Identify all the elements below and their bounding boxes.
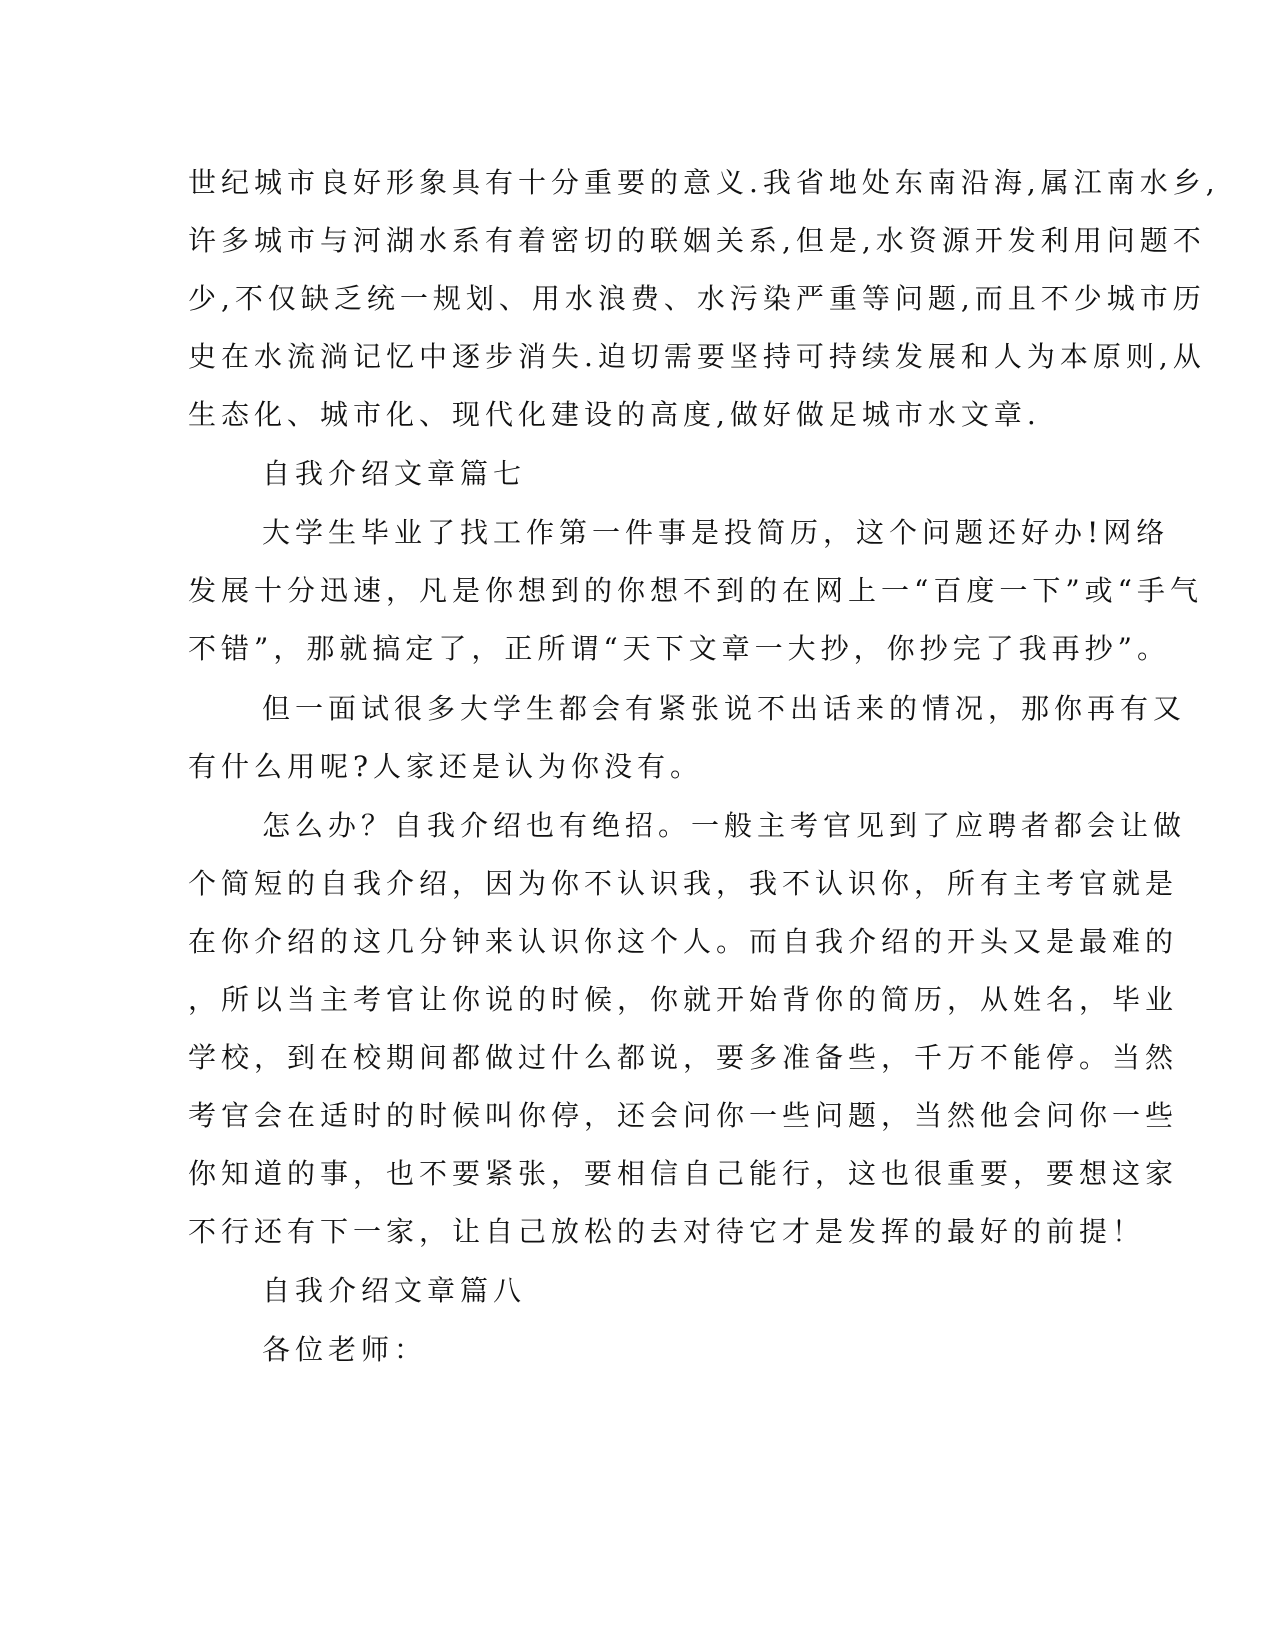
text-line: 但一面试很多大学生都会有紧张说不出话来的情况，那你再有又: [262, 692, 1187, 725]
text-line: 许多城市与河湖水系有着密切的联姻关系,但是,水资源开发利用问题不: [188, 224, 1206, 257]
text-line: 不错”，那就搞定了，正所谓“天下文章一大抄，你抄完了我再抄”。: [188, 632, 1170, 665]
text-line: 你知道的事，也不要紧张，要相信自己能行，这也很重要，要想这家: [188, 1157, 1179, 1190]
text-line: 在你介绍的这几分钟来认识你这个人。而自我介绍的开头又是最难的: [188, 925, 1179, 958]
text-line: 考官会在适时的时候叫你停，还会问你一些问题，当然他会问你一些: [188, 1099, 1179, 1132]
text-line: 各位老师：: [262, 1333, 428, 1366]
text-line: 怎么办？自我介绍也有绝招。一般主考官见到了应聘者都会让做: [262, 809, 1187, 842]
section-heading: 自我介绍文章篇八: [262, 1274, 527, 1307]
text-line: 史在水流淌记忆中逐步消失.迫切需要坚持可持续发展和人为本原则,从: [188, 340, 1206, 373]
section-heading: 自我介绍文章篇七: [262, 457, 527, 490]
text-line: 世纪城市良好形象具有十分重要的意义.我省地处东南沿海,属江南水乡,: [188, 166, 1220, 199]
text-line: 个简短的自我介绍，因为你不认识我，我不认识你，所有主考官就是: [188, 867, 1179, 900]
text-line: 有什么用呢?人家还是认为你没有。: [188, 750, 704, 783]
text-line: 不行还有下一家，让自己放松的去对待它才是发挥的最好的前提！: [188, 1215, 1146, 1248]
text-line: 学校，到在校期间都做过什么都说，要多准备些，千万不能停。当然: [188, 1041, 1179, 1074]
text-line: 大学生毕业了找工作第一件事是投简历，这个问题还好办!网络: [262, 516, 1170, 549]
text-line: 发展十分迅速，凡是你想到的你想不到的在网上一“百度一下”或“手气: [188, 574, 1203, 607]
text-line: ，所以当主考官让你说的时候，你就开始背你的简历，从姓名，毕业: [188, 983, 1179, 1016]
text-line: 生态化、城市化、现代化建设的高度,做好做足城市水文章.: [188, 398, 1041, 431]
text-line: 少,不仅缺乏统一规划、用水浪费、水污染严重等问题,而且不少城市历: [188, 282, 1206, 315]
